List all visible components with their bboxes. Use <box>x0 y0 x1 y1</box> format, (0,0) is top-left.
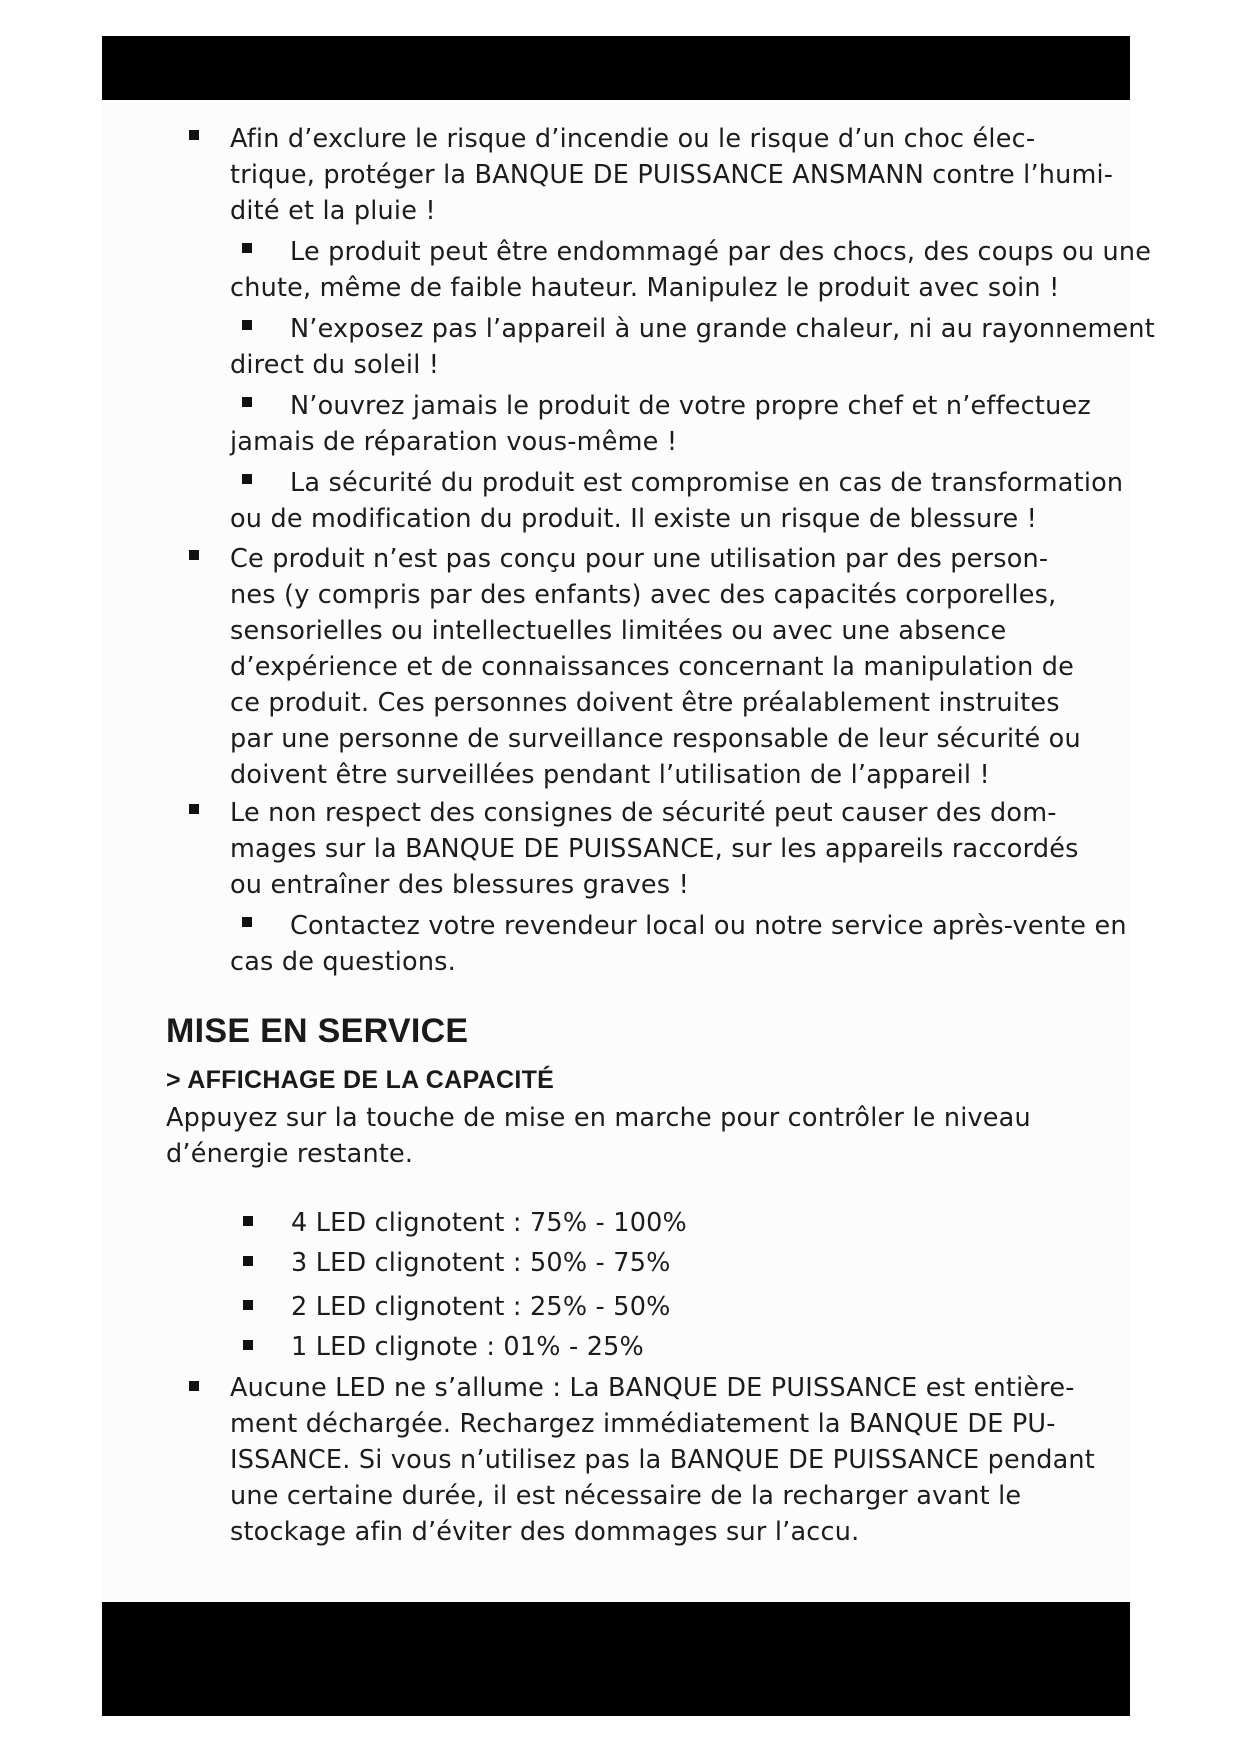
bullet-icon <box>243 1216 253 1226</box>
no-led-note: Aucune LED ne s’allume : La BANQUE DE PUISSANCE est entière- ment déchargée. Rechargez immédiatement la BANQUE DE PU- ISSANCE. Si vous n’utilisez pas la BANQUE DE PUISSANCE pendant une certaine durée, il est nécessaire de la recharger avant le stockage afin d’éviter des dommages sur l’accu. <box>230 1373 1095 1547</box>
bullet-icon <box>243 1300 253 1310</box>
safety-item-heat: N’exposez pas l’appareil à une grande chaleur, ni au rayonnement direct du soleil ! <box>230 314 1155 380</box>
bullet-icon <box>189 1381 199 1391</box>
subsection-title: > AFFICHAGE DE LA CAPACITÉ <box>166 1066 555 1094</box>
led-level-4: 4 LED clignotent : 75% - 100% <box>291 1208 687 1238</box>
safety-item-contact: Contactez votre revendeur local ou notre service après-vente en cas de questions. <box>230 911 1127 977</box>
bullet-icon <box>242 917 252 927</box>
bullet-icon <box>242 243 252 253</box>
led-level-2: 2 LED clignotent : 25% - 50% <box>291 1292 671 1322</box>
footer-bar <box>102 1602 1130 1716</box>
bullet-icon <box>243 1340 253 1350</box>
bullet-icon <box>243 1256 253 1266</box>
led-level-3: 3 LED clignotent : 50% - 75% <box>291 1248 671 1278</box>
bullet-icon <box>189 550 199 560</box>
safety-item-moisture: Afin d’exclure le risque d’incendie ou le risque d’un choc élec- trique, protéger la BANQUE DE PUISSANCE ANSMANN contre l’humi- dité et la pluie ! <box>230 124 1114 226</box>
bullet-icon <box>189 130 199 140</box>
led-level-1: 1 LED clignote : 01% - 25% <box>291 1332 644 1362</box>
safety-item-repair: N’ouvrez jamais le produit de votre propre chef et n’effectuez jamais de réparation vous-même ! <box>230 391 1091 457</box>
bullet-icon <box>242 474 252 484</box>
safety-item-shocks: Le produit peut être endommagé par des chocs, des coups ou une chute, même de faible hauteur. Manipulez le produit avec soin ! <box>230 237 1152 303</box>
section-title: MISE EN SERVICE <box>166 1012 469 1050</box>
bullet-icon <box>189 804 199 814</box>
safety-item-modification: La sécurité du produit est compromise en cas de transformation ou de modification du produit. Il existe un risque de blessure ! <box>230 468 1124 534</box>
safety-item-persons: Ce produit n’est pas conçu pour une utilisation par des person- nes (y compris par des enfants) avec des capacités corporelles, sensorielles ou intellectuelles limitées ou avec une absence d’expérience et de connaissances concernant la manipulation de ce produit. Ces personnes doivent être préalablement instruites par une personne de surveillance responsable de leur sécurité ou doivent être surveillées pendant l’utilisation de l’appareil ! <box>230 544 1081 790</box>
bullet-icon <box>242 320 252 330</box>
intro-paragraph: Appuyez sur la touche de mise en marche pour contrôler le niveau d’énergie restante. <box>166 1103 1031 1169</box>
header-bar <box>102 36 1130 100</box>
bullet-icon <box>242 397 252 407</box>
safety-item-noncompliance: Le non respect des consignes de sécurité peut causer des dom- mages sur la BANQUE DE PUISSANCE, sur les appareils raccordés ou entraîner des blessures graves ! <box>230 798 1079 900</box>
